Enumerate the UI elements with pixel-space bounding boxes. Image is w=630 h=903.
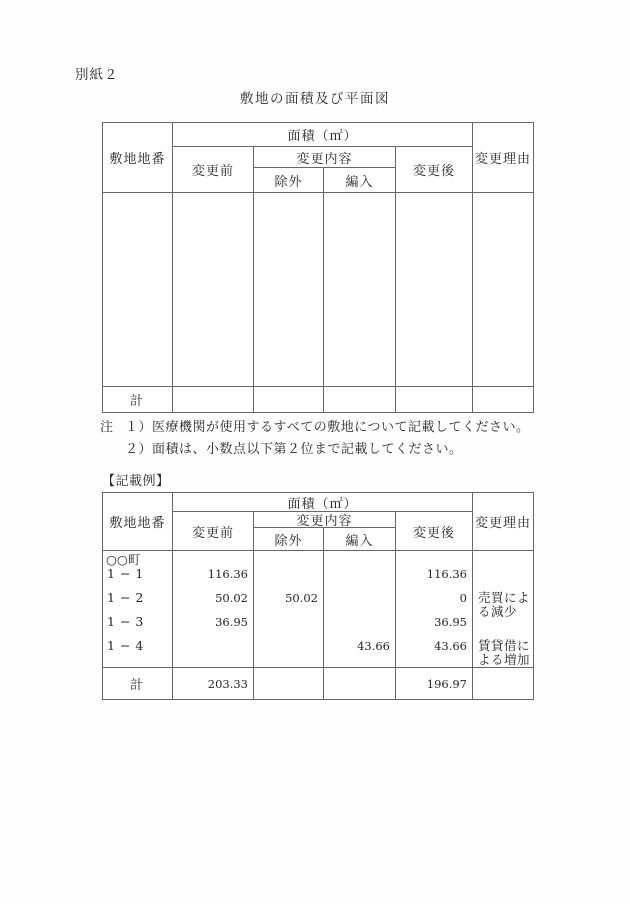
exclusion-value: 50.02: [285, 591, 318, 605]
example-after-cell: [396, 551, 473, 668]
after-value: 43.66: [434, 639, 467, 653]
example-total-before: 203.33: [173, 668, 254, 699]
notes: [100, 417, 529, 461]
note-prefix: 注: [100, 420, 114, 435]
before-value: 116.36: [207, 567, 248, 581]
example-inclusion-cell: [324, 551, 396, 668]
lot-value: 1−1: [107, 566, 149, 581]
example-total-exclusion-cell: [254, 668, 324, 699]
lot-value: 1−2: [107, 590, 149, 605]
blank-total-label: 計: [103, 387, 173, 412]
reason-value: 売買による減少: [478, 590, 531, 619]
example-lot-cell: [103, 551, 173, 668]
example-total-after: 196.97: [396, 668, 473, 699]
example-before-cell: [173, 551, 254, 668]
after-value: 116.36: [426, 567, 467, 581]
example-exclusion-cell: [254, 551, 324, 668]
example-reason-cell: [473, 551, 533, 668]
col-header-inclusion: 編入: [324, 168, 396, 193]
example-section-label: 【記載例】: [102, 474, 170, 489]
col-header-change-details: 変更内容: [254, 147, 396, 168]
reason-value: 賃貸借による増加: [478, 638, 531, 667]
example-total-label: 計: [103, 668, 173, 699]
inclusion-value: 43.66: [357, 639, 390, 653]
example-total-inclusion-cell: [324, 668, 396, 699]
blank-body-inclusion-cell: [324, 193, 396, 387]
col-header-reason: 変更理由: [473, 493, 533, 551]
note-line-1: [100, 417, 529, 439]
blank-body-before-cell: [173, 193, 254, 387]
after-value: 36.95: [434, 615, 467, 629]
col-header-site-lot: 敷地地番: [103, 493, 173, 551]
col-header-exclusion: 除外: [254, 168, 324, 193]
blank-total-after-cell: [396, 387, 473, 412]
example-area-table: [102, 492, 534, 700]
col-header-before-change: 変更前: [173, 512, 254, 551]
lot-value: 1−3: [107, 614, 149, 629]
col-header-after-change: 変更後: [396, 147, 473, 193]
before-value: 36.95: [215, 615, 248, 629]
note-line-2: [100, 439, 529, 461]
page-title: 敷地の面積及び平面図: [240, 91, 390, 107]
note-text-1: １）医療機関が使用するすべての敷地について記載してください。: [125, 420, 530, 435]
col-header-area: 面積（㎡）: [173, 123, 473, 147]
col-header-before-change: 変更前: [173, 147, 254, 193]
attachment-label: 別紙２: [75, 67, 119, 83]
blank-body-reason-cell: [473, 193, 533, 387]
blank-body-after-cell: [396, 193, 473, 387]
blank-body-exclusion-cell: [254, 193, 324, 387]
note-text-2: ２）面積は、小数点以下第２位まで記載してください。: [125, 442, 463, 457]
before-value: 50.02: [215, 591, 248, 605]
col-header-exclusion: 除外: [254, 528, 324, 551]
town-label: ○○町: [106, 552, 141, 567]
col-header-area: 面積（㎡）: [173, 493, 473, 512]
col-header-reason: 変更理由: [473, 123, 533, 193]
col-header-after-change: 変更後: [396, 512, 473, 551]
blank-total-inclusion-cell: [324, 387, 396, 412]
lot-value: 1−4: [107, 638, 149, 653]
blank-area-table: [102, 122, 534, 413]
col-header-inclusion: 編入: [324, 528, 396, 551]
blank-total-reason-cell: [473, 387, 533, 412]
blank-total-before-cell: [173, 387, 254, 412]
after-value: 0: [459, 591, 467, 605]
col-header-change-details: 変更内容: [254, 512, 396, 528]
blank-body-lot-cell: [103, 193, 173, 387]
col-header-site-lot: 敷地地番: [103, 123, 173, 193]
blank-total-exclusion-cell: [254, 387, 324, 412]
example-total-reason-cell: [473, 668, 533, 699]
note-prefix-spacer: [100, 439, 125, 461]
